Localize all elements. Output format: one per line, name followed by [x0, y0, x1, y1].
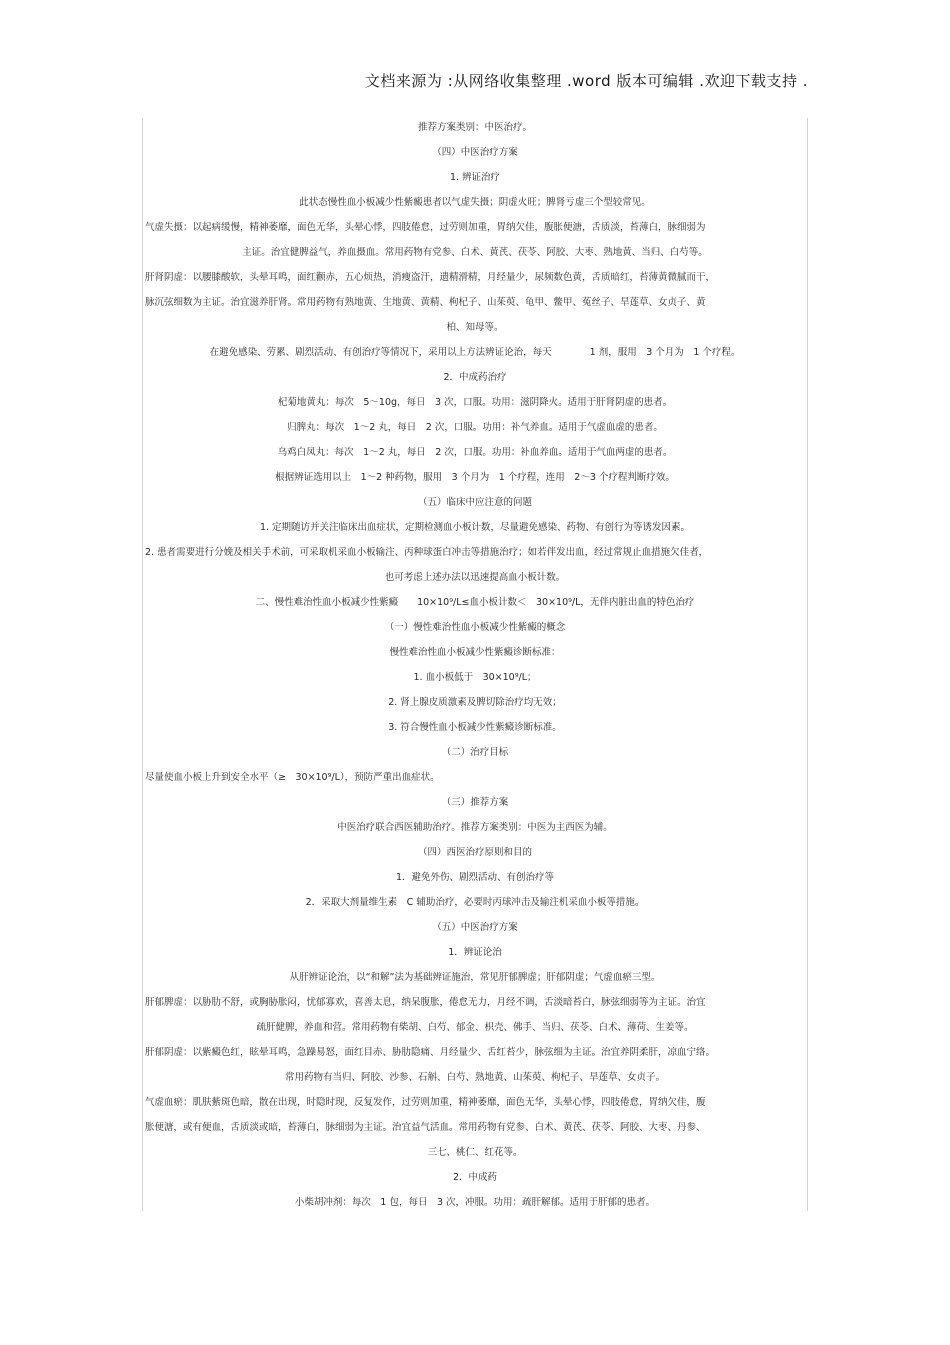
- paragraph: 根据辨证选用以上 1～2 种药物，服用 3 个月为 1 个疗程，连用 2～3 个疗程判断疗效。: [275, 472, 675, 483]
- section-heading: （四）西医治疗原则和目的: [417, 847, 532, 858]
- subsection-heading: 1．辨证论治: [448, 947, 502, 958]
- paragraph: 1. 血小板低于 30×10⁹/L；: [413, 672, 537, 683]
- paragraph: 2．采取大剂量维生素 C 辅助治疗，必要时丙球冲击及输注机采血小板等措施。: [305, 897, 645, 908]
- paragraph: 也可考虑上述办法以迅速提高血小板计数。: [384, 572, 566, 583]
- section-heading: （一）慢性难治性血小板减少性紫癜的概念: [384, 622, 566, 633]
- paragraph: 小柴胡冲剂：每次 1 包，每日 3 次，冲服。功用：疏肝解郁。适用于肝郁的患者。: [294, 1197, 656, 1208]
- header-text: 文档来源为 :从网络收集整理 .word 版本可编辑 .欢迎下载支持 .: [364, 72, 808, 90]
- subsection-heading: 1. 辨证治疗: [449, 172, 501, 183]
- section-heading: （五）中医治疗方案: [432, 922, 518, 933]
- paragraph: 肝郁脾虚：以胁肋不舒，或胸胁胀闷，忧郁寡欢，喜善太息，纳呆腹胀，倦怠无力，月经不调，舌淡暗苔白，脉弦细弱等为主证。治宜: [145, 997, 706, 1008]
- paragraph: 归脾丸：每次 1～2 丸，每日 2 次，口服。功用：补气养血。适用于气虚血虚的患者。: [287, 422, 663, 433]
- section-heading: （四）中医治疗方案: [432, 147, 518, 158]
- paragraph: 疏肝健脾，养血和营。常用药物有柴胡、白芍、郁金、枳壳、佛手、当归、茯苓、白术、薄荷、生姜等。: [256, 1022, 694, 1033]
- paragraph: 肝肾阴虚：以腰膝酸软，头晕耳鸣，面红颧赤，五心烦热，消瘦盗汗，遗精滑精，月经量少，尿频数色黄，舌质暗红，苔薄黄微腻而干，: [145, 272, 716, 283]
- subsection-heading: 2．中成药治疗: [443, 372, 507, 383]
- paragraph: 杞菊地黄丸：每次 5～10g，每日 3 次，口服。功用：滋阴降火。适用于肝肾阴虚的患者。: [277, 397, 673, 408]
- paragraph: 三七、桃仁、红花等。: [427, 1147, 523, 1158]
- paragraph: 胀便溏，或有便血，舌质淡或暗，苔薄白，脉细弱为主证。治宜益气活血。常用药物有党参、白术、黄芪、茯苓、阿胶、大枣、丹参、: [145, 1122, 706, 1133]
- paragraph: 1. 定期随访并关注临床出血症状，定期检测血小板计数，尽量避免感染、药物、有创行为等诱发因素。: [259, 522, 691, 533]
- paragraph: 尽量使血小板上升到安全水平（≥ 30×10⁹/L），预防严重出血症状。: [145, 772, 440, 783]
- section-heading: （五）临床中应注意的问题: [417, 497, 532, 508]
- page-header: [0, 70, 950, 92]
- section-heading: （三）推荐方案: [441, 797, 509, 808]
- paragraph: 柏、知母等。: [446, 322, 504, 333]
- paragraph: 2. 患者需要进行分娩及相关手术前，可采取机采血小板输注、丙种球蛋白冲击等措施治疗；如若伴发出血，经过常规止血措施欠佳者，: [145, 547, 709, 558]
- paragraph: 气虚失摄：以起病缓慢，精神萎靡，面色无华，头晕心悸，四肢倦怠，过劳则加重，胃纳欠佳，腹胀便溏，舌质淡，苔薄白，脉细弱为: [145, 222, 706, 233]
- paragraph: 脉沉弦细数为主证。治宜滋养肝肾。常用药物有熟地黄、生地黄、黄精、枸杞子、山茱萸、龟甲、鳖甲、菟丝子、旱莲草、女贞子、黄: [145, 297, 706, 308]
- paragraph: 气虚血瘀：肌肤紫斑色暗，散在出现，时隐时现，反复发作，过劳则加重，精神萎靡，面色无华，头晕心悸，四肢倦怠，胃纳欠佳，腹: [145, 1097, 706, 1108]
- paragraph: 2. 肾上腺皮质激素及脾切除治疗均无效；: [388, 697, 562, 708]
- section-heading: （二）治疗目标: [441, 747, 509, 758]
- paragraph: 在避免感染、劳累、剧烈活动、有创治疗等情况下，采用以上方法辨证论治，每天 1 剂，服用 3 个月为 1 个疗程。: [209, 347, 741, 358]
- paragraph: 常用药物有当归、阿胶、沙参、石斛、白芍、熟地黄、山茱萸、枸杞子、旱莲草、女贞子。: [284, 1072, 665, 1083]
- paragraph: 主证。治宜健脾益气，养血摄血。常用药物有党参、白术、黄芪、茯苓、阿胶、大枣、熟地黄、当归、白芍等。: [242, 247, 708, 258]
- paragraph: 乌鸡白凤丸：每次 1～2 丸，每日 2 次，口服。功用：补血养血。适用于气血两虚的患者。: [277, 447, 673, 458]
- paragraph: 中医治疗联合西医辅助治疗。推荐方案类别：中医为主西医为辅。: [337, 822, 613, 833]
- paragraph: 从肝辨证论治，以“和解”法为基础辨证施治，常见肝郁脾虚；肝郁阴虚；气虚血瘀三型。: [289, 972, 661, 983]
- paragraph: 3. 符合慢性血小板减少性紫癜诊断标准。: [388, 722, 562, 733]
- subsection-heading: 2．中成药: [452, 1172, 498, 1183]
- paragraph: 慢性难治性血小板减少性紫癜诊断标准：: [389, 647, 561, 658]
- paragraph: 此状态慢性血小板减少性紫癜患者以气虚失摄；阴虚火旺；脾肾亏虚三个型较常见。: [299, 197, 651, 208]
- paragraph: 肝郁阴虚：以紫癜色红，眩晕耳鸣，急躁易怒，面红目赤、胁肋隐痛、月经量少、舌红苔少，脉弦细为主证。治宜养阴柔肝，凉血宁络。: [145, 1047, 716, 1058]
- paragraph: 1．避免外伤、剧烈活动、有创治疗等: [395, 872, 555, 883]
- paragraph: 推荐方案类别：中医治疗。: [417, 122, 532, 133]
- chapter-heading: 二、慢性难治性血小板减少性紫癜 10×10⁹/L≤血小板计数＜ 30×10⁹/L，无伴内脏出血的特色治疗: [255, 597, 695, 608]
